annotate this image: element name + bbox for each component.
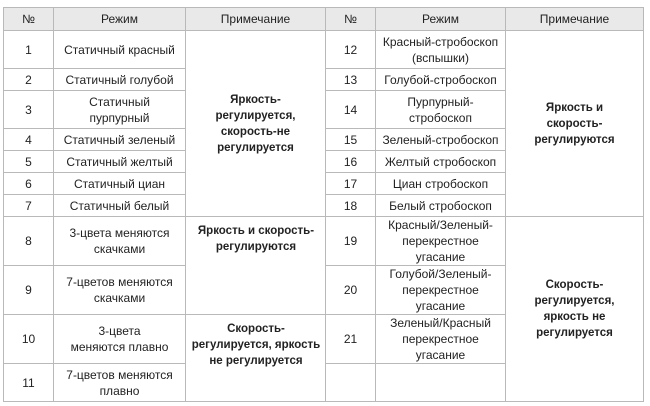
row-mode: Статичный белый bbox=[54, 195, 186, 217]
header-mode-right: Режим bbox=[376, 8, 506, 31]
row-num: 14 bbox=[326, 91, 376, 129]
row-num: 20 bbox=[326, 266, 376, 315]
row-num: 13 bbox=[326, 69, 376, 91]
header-note-left: Примечание bbox=[186, 8, 326, 31]
row-num: 17 bbox=[326, 173, 376, 195]
row-mode: Пурпурный-стробоскоп bbox=[376, 91, 506, 129]
row-mode: Зеленый/Красный перекрестное угасание bbox=[376, 315, 506, 364]
row-mode: Статичный зеленый bbox=[54, 129, 186, 151]
row-mode: Статичный голубой bbox=[54, 69, 186, 91]
header-num-left: № bbox=[4, 8, 54, 31]
row-num: 15 bbox=[326, 129, 376, 151]
note-strobe: Яркость и скорость-регулируются bbox=[506, 31, 644, 217]
row-num: 19 bbox=[326, 217, 376, 266]
note-fade: Скорость-регулируется, яркость не регулируется bbox=[506, 217, 644, 402]
table-row bbox=[4, 217, 644, 266]
header-row bbox=[4, 8, 644, 31]
note-smooth: Скорость-регулируется, яркость не регулируется bbox=[186, 315, 326, 402]
row-mode: Красный/Зеленый-перекрестное угасание bbox=[376, 217, 506, 266]
row-num: 7 bbox=[4, 195, 54, 217]
row-num: 3 bbox=[4, 91, 54, 129]
row-mode: Статичный красный bbox=[54, 31, 186, 69]
row-num: 5 bbox=[4, 151, 54, 173]
row-num: 4 bbox=[4, 129, 54, 151]
row-mode: Голубой/Зеленый-перекрестное угасание bbox=[376, 266, 506, 315]
row-num: 1 bbox=[4, 31, 54, 69]
row-mode: Голубой-стробоскоп bbox=[376, 69, 506, 91]
table-row bbox=[4, 31, 644, 69]
row-num: 6 bbox=[4, 173, 54, 195]
row-num: 10 bbox=[4, 315, 54, 364]
header-mode-left: Режим bbox=[54, 8, 186, 31]
row-num: 18 bbox=[326, 195, 376, 217]
modes-table bbox=[3, 7, 644, 402]
row-mode: Циан стробоскоп bbox=[376, 173, 506, 195]
row-num: 12 bbox=[326, 31, 376, 69]
header-note-right: Примечание bbox=[506, 8, 644, 31]
row-num: 9 bbox=[4, 266, 54, 315]
row-mode: 3-цвета меняются плавно bbox=[54, 315, 186, 364]
row-num: 2 bbox=[4, 69, 54, 91]
row-num: 16 bbox=[326, 151, 376, 173]
row-mode: 7-цветов меняются скачками bbox=[54, 266, 186, 315]
row-num-empty bbox=[326, 364, 376, 402]
row-num: 8 bbox=[4, 217, 54, 266]
row-mode-empty bbox=[376, 364, 506, 402]
row-mode: Зеленый-стробоскоп bbox=[376, 129, 506, 151]
row-mode: 3-цвета меняются скачками bbox=[54, 217, 186, 266]
note-jump: Яркость и скорость-регулируются bbox=[186, 217, 326, 315]
note-static: Яркость-регулируется, скорость-не регулируется bbox=[186, 31, 326, 217]
row-num: 11 bbox=[4, 364, 54, 402]
row-mode: Красный-стробоскоп (вспышки) bbox=[376, 31, 506, 69]
header-num-right: № bbox=[326, 8, 376, 31]
row-num: 21 bbox=[326, 315, 376, 364]
row-mode: 7-цветов меняются плавно bbox=[54, 364, 186, 402]
row-mode: Статичный желтый bbox=[54, 151, 186, 173]
row-mode: Белый стробоскоп bbox=[376, 195, 506, 217]
row-mode: Статичный циан bbox=[54, 173, 186, 195]
row-mode: Желтый стробоскоп bbox=[376, 151, 506, 173]
row-mode: Статичный пурпурный bbox=[54, 91, 186, 129]
